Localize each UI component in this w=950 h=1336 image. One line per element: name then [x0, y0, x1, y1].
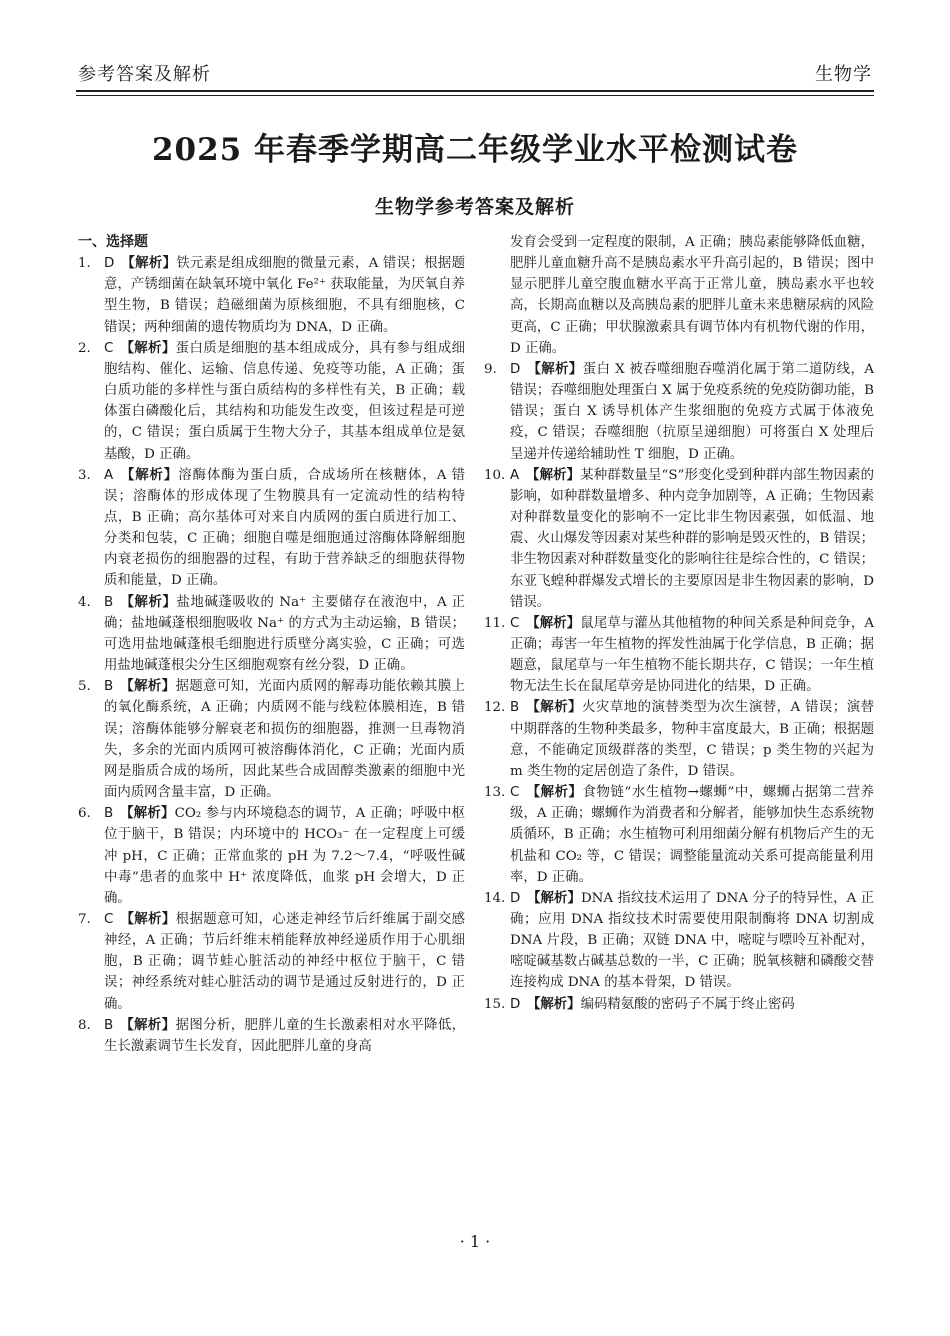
analysis-text: 某种群数量呈“S”形变化受到种群内部生物因素的影响，如种群数量增多、种内竞争加剧等，A 正确；生物因素对种群数量变化的影响不一定比非生物因素强，如低温、地震、火山爆发等因素对某些种群的影响是毁灭性的，B 错误；非生物因素对种群数量变化的影响往往是综合性的，C 错误；东亚飞蝗种群爆发式增长的主要原因是非生物因素的影响，D 错误。: [510, 467, 874, 610]
answer-letter: B: [104, 594, 114, 610]
question-number: 2.: [78, 340, 91, 356]
analysis-text: DNA 指纹技术运用了 DNA 分子的特异性，A 正确；应用 DNA 指纹技术时需要使用限制酶将 DNA 切割成 DNA 片段，B 正确；双链 DNA 中，嘧啶与嘌呤互补配对，嘧啶碱基数占碱基总数的一半，C 正确；脱氧核糖和磷酸交替连接构成 DNA 的基本骨架，D 错误。: [510, 890, 874, 991]
question-number: 8.: [78, 1017, 91, 1033]
analysis-tag: 【解析】: [527, 890, 581, 906]
page-subtitle: 生物学参考答案及解析: [374, 196, 575, 218]
analysis-text: CO₂ 参与内环境稳态的调节，A 正确；呼吸中枢位于脑干，B 错误；内环境中的 HCO₃⁻ 在一定程度上可缓冲 pH，C 正确；正常血浆的 pH 为 7.2～7.4，“呼吸性碱中毒”患者的血浆中 H⁺ 浓度降低，血浆 pH 会增大，D 正确。: [104, 806, 466, 906]
question-number: 7.: [78, 911, 91, 927]
answer-letter: D: [510, 361, 521, 377]
header-rule-thick: [76, 90, 874, 92]
analysis-tag: 【解析】: [120, 911, 176, 927]
analysis-tag: 【解析】: [526, 785, 583, 801]
question-number: 3.: [78, 467, 91, 483]
answer-item: [78, 338, 465, 465]
analysis-text: 铁元素是组成细胞的微量元素，A 错误；根据题意，产锈细菌在缺氧环境中氧化 Fe²⁺ 获取能量，为厌氧自养型生物，B 错误；趋磁细菌为原核细胞，不具有细胞核，C 错误；两种细菌的遗传物质均为 DNA，D 正确。: [104, 256, 465, 335]
answer-item: [78, 909, 465, 1015]
answer-list-right: [484, 359, 874, 1015]
answer-item: [484, 697, 874, 782]
analysis-text: 火灾草地的演替类型为次生演替，A 错误；演替中期群落的生物种类最多，物种丰富度最大，B 正确；根据题意，不能确定顶级群落的类型，C 错误；p 类生物的兴起为 m 类生物的定居创造了条件，D 错误。: [510, 700, 874, 779]
question-number: 6.: [78, 806, 91, 822]
page-number: · 1 ·: [459, 1232, 491, 1251]
analysis-tag: 【解析】: [119, 594, 177, 610]
analysis-text: 溶酶体酶为蛋白质，合成场所在核糖体，A 错误；溶酶体的形成体现了生物膜具有一定流动性的结构特点，B 正确；高尔基体可对来自内质网的蛋白质进行加工、分类和包装，C 正确；细胞自噬是细胞通过溶酶体降解细胞内衰老损伤的细胞器的过程，有助于营养缺乏的细胞获得物质和能量，D 正确。: [104, 467, 465, 589]
header-rule-thin: [76, 95, 874, 96]
question-number: 12.: [484, 700, 506, 716]
question-number: 5.: [78, 679, 91, 695]
analysis-text: 食物链“水生植物→螺蛳”中，螺蛳占据第二营养级，A 正确；螺蛳作为消费者和分解者，能够加快生态系统物质循环，B 正确；水生植物可利用细菌分解有机物后产生的无机盐和 CO₂ 等，C 错误；调整能量流动关系可提高能量利用率，D 正确。: [510, 785, 874, 885]
answer-letter: B: [104, 1017, 114, 1033]
header-left-label: 参考答案及解析: [78, 64, 211, 85]
answer-letter: D: [510, 890, 521, 906]
answer-item: [78, 253, 465, 338]
answer-item: [484, 782, 874, 888]
analysis-text: 鼠尾草与灌丛其他植物的种间关系是种间竞争，A 正确；毒害一年生植物的挥发性油属于化学信息，B 正确；据题意，鼠尾草与一年生植物不能长期共存，C 错误；一年生植物无法生长在鼠尾草旁是协同进化的结果，D 正确。: [510, 615, 875, 695]
question-number: 10.: [484, 467, 506, 483]
analysis-tag: 【解析】: [119, 1017, 176, 1033]
analysis-text: 编码精氨酸的密码子不属于终止密码: [580, 996, 795, 1012]
analysis-text: 据题意可知，光面内质网的解毒功能依赖其膜上的氧化酶系统，A 正确；内质网不能与线粒体膜相连，B 错误；溶酶体能够分解衰老和损伤的细胞器，推测一旦毒物消失，多余的光面内质网可被溶酶体消化，C 正确；光面内质网是脂质合成的场所，因此某些合成固醇类激素的细胞中光面内质网含量丰富，D 正确。: [104, 679, 466, 801]
answer-letter: B: [104, 679, 114, 695]
header-subject-label: 生物学: [815, 64, 872, 85]
right-column: [484, 232, 874, 1015]
analysis-tag: 【解析】: [119, 806, 175, 822]
analysis-tag: 【解析】: [120, 340, 176, 356]
answer-item: [484, 888, 874, 994]
answer-letter: C: [510, 615, 520, 631]
analysis-tag: 【解析】: [119, 467, 179, 483]
analysis-text: 盐地碱蓬吸收的 Na⁺ 主要储存在液泡中，A 正确；盐地碱蓬根细胞吸收 Na⁺ 的方式为主动运输，B 错误；可选用盐地碱蓬根毛细胞进行质壁分离实验，C 正确；可选用盐地碱蓬根尖分生区细胞观察有丝分裂，D 正确。: [104, 594, 465, 674]
answer-letter: A: [104, 467, 114, 483]
analysis-tag: 【解析】: [121, 256, 177, 272]
answer-item: [78, 592, 465, 677]
left-column: [78, 232, 465, 1057]
question-number: 9.: [484, 361, 497, 377]
answer-item: [78, 465, 465, 592]
answer-item: [484, 613, 874, 698]
analysis-tag: 【解析】: [119, 679, 176, 695]
answer-item: [78, 803, 465, 909]
analysis-tag: 【解析】: [527, 361, 583, 377]
answer-item: [484, 465, 874, 613]
analysis-text: 据图分析，肥胖儿童的生长激素相对水平降低，生长激素调节生长发育，因此肥胖儿童的身高: [104, 1017, 466, 1054]
answer-item: [484, 359, 874, 465]
answer-letter: C: [104, 911, 114, 927]
answer-list-left: [78, 253, 465, 1057]
question-number: 4.: [78, 594, 91, 610]
analysis-text: 蛋白 X 被吞噬细胞吞噬消化属于第二道防线，A 错误；吞噬细胞处理蛋白 X 属于免疫系统的免疫防御功能，B 错误；蛋白 X 诱导机体产生浆细胞的免疫方式属于体液免疫，C 错误；吞噬细胞（抗原呈递细胞）可将蛋白 X 处理后呈递并传递给辅助性 T 细胞，D 正确。: [510, 361, 874, 462]
answer-letter: B: [510, 700, 520, 716]
answer-letter: C: [104, 340, 114, 356]
question-number: 13.: [484, 785, 506, 801]
question-number: 15.: [484, 996, 506, 1012]
analysis-tag: 【解析】: [525, 467, 581, 483]
analysis-tag: 【解析】: [526, 615, 581, 631]
answer-letter: C: [510, 785, 520, 801]
answer-letter: B: [104, 806, 114, 822]
analysis-tag: 【解析】: [527, 996, 581, 1012]
analysis-tag: 【解析】: [525, 700, 583, 716]
answer-letter: A: [510, 467, 520, 483]
answer-item: [78, 1015, 465, 1057]
answer-letter: D: [510, 996, 521, 1012]
section-heading: 一、选择题: [78, 234, 148, 250]
page-title: 2025 年春季学期高二年级学业水平检测试卷: [151, 132, 799, 168]
answer-item: [484, 994, 874, 1015]
question-number: 1.: [78, 256, 91, 272]
answer-8-continuation: 发育会受到一定程度的限制，A 正确；胰岛素能够降低血糖，肥胖儿童血糖升高不是胰岛素水平升高引起的，B 错误；图中显示肥胖儿童空腹血糖水平高于正常儿童，胰岛素水平也较高，长期高血糖以及高胰岛素的肥胖儿童未来患糖尿病的风险更高，C 正确；甲状腺激素具有调节体内有机物代谢的作用，D 正确。: [510, 235, 874, 356]
question-number: 11.: [484, 615, 506, 631]
question-number: 14.: [484, 890, 506, 906]
analysis-text: 根据题意可知，心迷走神经节后纤维属于副交感神经，A 正确；节后纤维末梢能释放神经递质作用于心肌细胞，B 正确；调节蛙心脏活动的神经中枢位于脑干，C 错误；神经系统对蛙心脏活动的调节是通过反射进行的，D 正确。: [104, 911, 466, 1012]
answer-item: [78, 676, 465, 803]
answer-letter: D: [104, 256, 115, 272]
analysis-text: 蛋白质是细胞的基本组成成分，具有参与组成细胞结构、催化、运输、信息传递、免疫等功能，A 正确；蛋白质功能的多样性与蛋白质结构的多样性有关，B 正确；载体蛋白磷酸化后，其结构和功能发生改变，但该过程是可逆的，C 错误；蛋白质属于生物大分子，其基本组成单位是氨基酸，D 正确。: [104, 340, 466, 462]
